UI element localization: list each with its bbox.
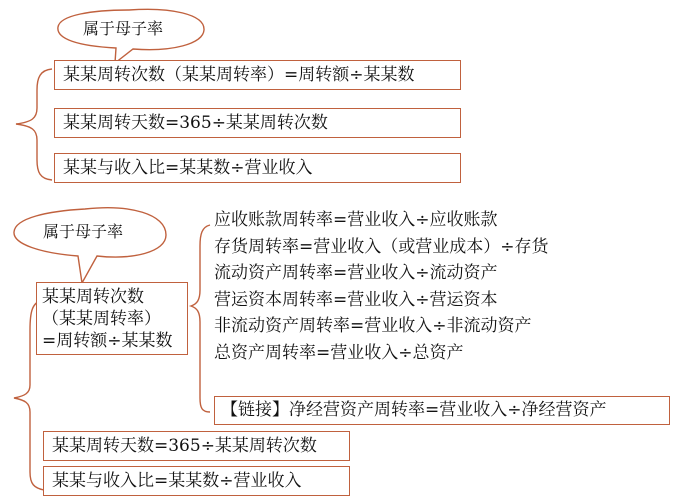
link-formula-box: 【链接】净经营资产周转率=营业收入÷净经营资产 (214, 396, 670, 425)
top-bubble-label: 属于母子率 (83, 19, 164, 38)
main-box-line-2: （某某周转率） (42, 309, 161, 329)
main-box-line-3: =周转额÷某某数 (42, 331, 173, 351)
formula-total-assets-turnover: 总资产周转率=营业收入÷总资产 (214, 342, 464, 363)
formula-working-capital-turnover: 营运资本周转率=营业收入÷营运资本 (214, 289, 498, 310)
top-box-turnover-days: 某某周转天数=365÷某某周转次数 (54, 108, 461, 138)
formula-list (214, 212, 549, 371)
bottom-box-turnover-days: 某某周转天数=365÷某某周转次数 (43, 431, 350, 461)
top-box-turnover-times: 某某周转次数（某某周转率）=周转额÷某某数 (54, 60, 461, 90)
formula-list-brace (191, 225, 210, 412)
formula-current-assets-turnover: 流动资产周转率=营业收入÷流动资产 (214, 263, 498, 283)
formula-noncurrent-assets-turnover: 非流动资产周转率=营业收入÷非流动资产 (214, 316, 532, 336)
bottom-bubble (14, 208, 166, 283)
top-box-income-ratio: 某某与收入比=某某数÷营业收入 (54, 153, 461, 183)
bottom-main-box (36, 282, 188, 355)
bottom-bubble-label: 属于母子率 (43, 222, 124, 241)
top-left-brace (16, 69, 52, 180)
formula-receivables-turnover: 应收账款周转率=营业收入÷应收账款 (214, 210, 498, 230)
main-box-line-1: 某某周转次数 (42, 287, 144, 307)
formula-inventory-turnover: 存货周转率=营业收入（或营业成本）÷存货 (214, 236, 549, 257)
bottom-box-income-ratio: 某某与收入比=某某数÷营业收入 (43, 466, 350, 496)
